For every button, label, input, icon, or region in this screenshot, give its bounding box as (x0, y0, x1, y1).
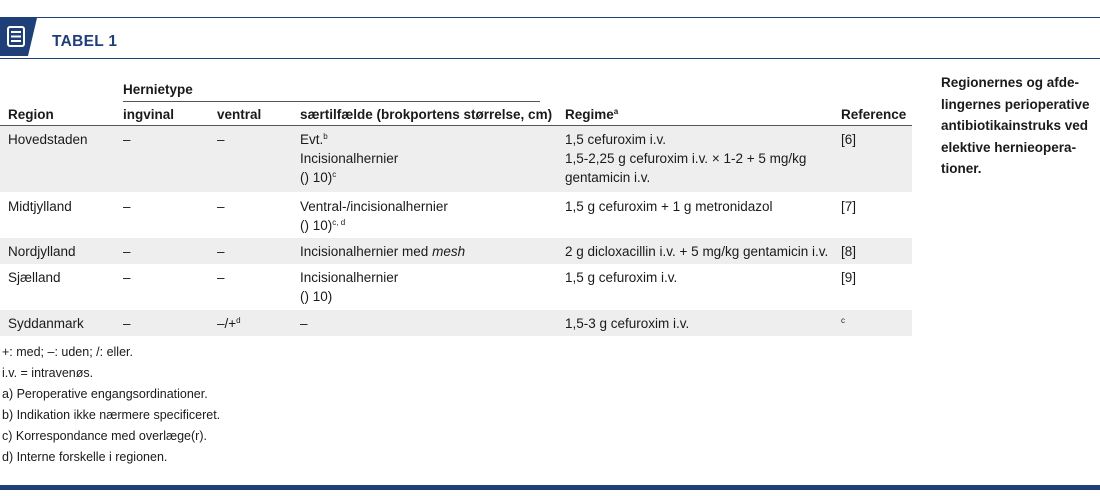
cell-region: Sjælland (8, 270, 61, 285)
cell-ventral: – (217, 132, 225, 147)
col-header-regime: Regime$^a$ (565, 107, 619, 122)
document-list-icon (0, 18, 37, 56)
group-header-hernietype: Hernietype (123, 82, 193, 97)
footnote: a) Peroperative engangsordinationer. (2, 387, 208, 401)
cell-ventral: – (217, 244, 225, 259)
cell-region: Syddanmark (8, 316, 84, 331)
cell-reference: [7] (841, 199, 857, 214)
cell-ventral: –/+$^d$ (217, 316, 241, 331)
footnote: d) Interne forskelle i regionen. (2, 450, 168, 464)
cell-regime: 1,5-3 g cefuroxim i.v. (565, 316, 690, 331)
cell-ingvinal: – (123, 316, 131, 331)
side-caption: Regionernes og afde- lingernes perioperative antibiotikainstruks ved elektive hernieopera- tioner. (941, 75, 1090, 176)
col-header-region: Region (8, 107, 54, 122)
bottom-rule (0, 485, 1100, 490)
cell-reference: c (841, 316, 845, 325)
top-rule (0, 17, 1100, 18)
cell-reference: [9] (841, 270, 857, 285)
cell-region: Midtjylland (8, 199, 72, 214)
cell-ingvinal: – (123, 199, 131, 214)
cell-reference: [6] (841, 132, 857, 147)
table-row (0, 238, 912, 264)
cell-regime: 1,5 g cefuroxim + 1 g metronidazol (565, 199, 773, 214)
cell-regime: 2 g dicloxacillin i.v. + 5 mg/kg gentamicin i.v. (565, 244, 829, 259)
table-title: TABEL 1 (52, 33, 118, 50)
cell-region: Nordjylland (8, 244, 76, 259)
table-row (0, 192, 912, 238)
footnote: +: med; –: uden; /: eller. (2, 345, 133, 359)
table-row (0, 264, 912, 310)
cell-saertilfaelde: Incisionalhernier med mesh (300, 244, 466, 259)
cell-ingvinal: – (123, 132, 131, 147)
cell-region: Hovedstaden (8, 132, 88, 147)
col-header-reference: Reference (841, 107, 907, 122)
cell-regime: 1,5 g cefuroxim i.v. (565, 270, 678, 285)
cell-saertilfaelde: Ventral-/incisionalhernier () 10)$^{c, d}$ (300, 199, 448, 233)
title-rule (0, 58, 1100, 59)
table-row (0, 126, 912, 192)
col-header-ingvinal: ingvinal (123, 107, 175, 122)
table-footnotes (2, 342, 220, 468)
cell-saertilfaelde: Incisionalhernier () 10) (300, 270, 399, 304)
footnote: b) Indikation ikke nærmere specificeret. (2, 408, 221, 422)
footnote: i.v. = intravenøs. (2, 366, 94, 380)
cell-reference: [8] (841, 244, 857, 259)
cell-saertilfaelde: Evt.$^b$ Incisionalhernier () 10)$^c$ (300, 132, 399, 185)
table-row (0, 310, 912, 336)
footnote: c) Korrespondance med overlæge(r). (2, 429, 207, 443)
cell-ventral: – (217, 270, 225, 285)
cell-ingvinal: – (123, 244, 131, 259)
col-header-saertilfaelde: særtilfælde (brokportens størrelse, cm) (300, 107, 553, 122)
cell-saertilfaelde: – (300, 316, 308, 331)
cell-ventral: – (217, 199, 225, 214)
cell-regime: 1,5 cefuroxim i.v. 1,5-2,25 g cefuroxim i.v. × 1-2 + 5 mg/kg gentamicin i.v. (565, 132, 807, 185)
cell-ingvinal: – (123, 270, 131, 285)
col-header-ventral: ventral (217, 107, 262, 122)
group-header-rule (123, 101, 540, 102)
